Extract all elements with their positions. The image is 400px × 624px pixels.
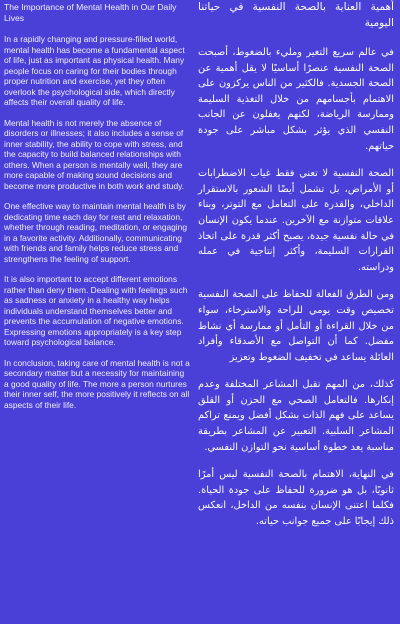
arabic-paragraph-3: ومن الطرق الفعالة للحفاظ على الصحة النفسية تخصيص وقت يومي للراحة والاسترخاء، سواء من خلال القراءة أو التأمل أو ممارسة أي نشاط مفضل. كما أن التواصل مع الأصدقاء وأفراد العائلة يساعد في تخفيف الضغوط وتعزيز <box>198 289 394 363</box>
english-title: The Importance of Mental Health in Our Daily Lives <box>4 2 177 23</box>
arabic-paragraph-5: في النهاية، الاهتمام بالصحة النفسية ليس أمرًا ثانويًا، بل هو ضرورة للحفاظ على جودة الحياة. فكلما اعتنى الإنسان بنفسه من الداخل، انعكس ذلك إيجابًا على جميع جوانب حياته. <box>198 469 394 528</box>
english-paragraph-1: In a rapidly changing and pressure-filled world, mental health has become a fundamental aspect of life, just as important as physical health. Many people focus on caring for their bodies through proper nutrition and exercise, yet they often overlook the psychological side, which directly affects their overall quality of life. <box>4 34 185 107</box>
arabic-title: أهمية العناية بالصحة النفسية في حياتنا اليومية <box>198 1 394 29</box>
arabic-paragraph-1: في عالم سريع التغير ومليء بالضغوط، أصبحت الصحة النفسية عنصرًا أساسيًا لا يقل أهمية عن الصحة الجسدية. فالكثير من الناس يركزون على الاهتمام بأجسامهم من خلال التغذية السليمة وممارسة الرياضة، لكنهم يغفلون عن الجانب النفسي الذي يؤثر بشكل مباشر على جودة حياتهم. <box>198 47 394 152</box>
english-paragraph-5: In conclusion, taking care of mental health is not a secondary matter but a necessity for maintaining a good quality of life. The more a person nurtures their inner self, the more positively it reflects on all aspects of their life. <box>4 357 190 410</box>
arabic-paragraph-2: الصحة النفسية لا تعني فقط غياب الاضطرابات أو الأمراض، بل تشمل أيضًا الشعور بالاستقرار الداخلي، والقدرة على التعامل مع التوتر، وبناء علاقات متوازنة مع الآخرين. عندما يكون الإنسان في حالة نفسية جيدة، يصبح أكثر قدرة على اتخاذ القرارات السليمة، وأكثر إنتاجية في عمله ودراسته. <box>198 168 394 273</box>
english-paragraph-4: It is also important to accept different emotions rather than deny them. Dealing with feelings such as sadness or anxiety in a healthy way helps individuals understand themselves better and prevents the accumulation of negative emotions. Expressing emotions appropriately is a key step toward psychological balance. <box>4 274 188 347</box>
arabic-paragraph-4: كذلك، من المهم تقبل المشاعر المختلفة وعدم إنكارها. فالتعامل الصحي مع الحزن أو القلق يساعد على فهم الذات بشكل أفضل ويمنع تراكم المشاعر السلبية. التعبير عن المشاعر بطريقة مناسبة يعد خطوة أساسية نحو التوازن النفسي. <box>198 379 394 453</box>
english-paragraph-2: Mental health is not merely the absence of disorders or illnesses; it also includes a sense of inner stability, the ability to cope with stress, and the capacity to build balanced relationships with others. When a person is mentally well, they are more capable of making sound decisions and become more productive in both work and study. <box>4 117 185 191</box>
english-paragraph-3: One effective way to maintain mental health is by dedicating time each day for rest and relaxation, whether through reading, meditation, or engaging in a favorite activity. Additionally, communicating with friends and family helps reduce stress and strengthens the feeling of support. <box>4 201 187 264</box>
arabic-column <box>190 0 400 624</box>
english-column <box>0 0 190 624</box>
